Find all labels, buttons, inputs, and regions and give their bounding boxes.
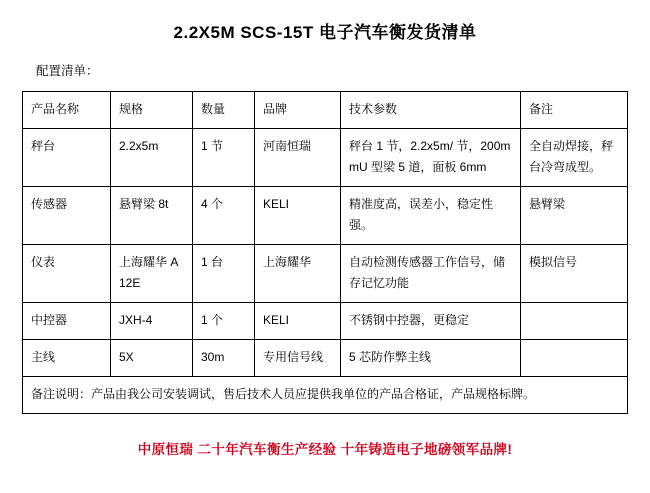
table-row bbox=[23, 245, 628, 303]
column-header-params: 技术参数 bbox=[341, 92, 521, 129]
configuration-list-label: 配置清单： bbox=[36, 64, 99, 78]
column-header-spec: 规格 bbox=[111, 92, 193, 129]
cell-remark: 模拟信号 bbox=[521, 245, 628, 303]
cell-name: 仪表 bbox=[23, 245, 111, 303]
column-header-brand: 品牌 bbox=[255, 92, 341, 129]
cell-qty: 30m bbox=[193, 340, 255, 377]
cell-name: 秤台 bbox=[23, 129, 111, 187]
column-header-qty: 数量 bbox=[193, 92, 255, 129]
cell-spec: 上海耀华 A12E bbox=[111, 245, 193, 303]
column-header-name: 产品名称 bbox=[23, 92, 111, 129]
cell-params: 秤台 1 节，2.2x5m/ 节，200mmU 型梁 5 道，面板 6mm bbox=[341, 129, 521, 187]
cell-brand: 上海耀华 bbox=[255, 245, 341, 303]
note-text: 备注说明：产品由我公司安装调试，售后技术人员应提供我单位的产品合格证，产品规格标牌。 bbox=[23, 377, 628, 414]
table-header-row bbox=[23, 92, 628, 129]
cell-params: 精准度高，误差小，稳定性强。 bbox=[341, 187, 521, 245]
cell-remark: 悬臂梁 bbox=[521, 187, 628, 245]
cell-remark: 全自动焊接，秤台冷弯成型。 bbox=[521, 129, 628, 187]
cell-remark bbox=[521, 303, 628, 340]
table-row bbox=[23, 303, 628, 340]
cell-spec: 悬臂梁 8t bbox=[111, 187, 193, 245]
footer-slogan: 中原恒瑞 二十年汽车衡生产经验 十年铸造电子地磅领军品牌! bbox=[137, 442, 513, 457]
cell-remark bbox=[521, 340, 628, 377]
spec-table-container bbox=[0, 91, 650, 414]
cell-qty: 1 节 bbox=[193, 129, 255, 187]
cell-qty: 1 台 bbox=[193, 245, 255, 303]
cell-qty: 4 个 bbox=[193, 187, 255, 245]
cell-name: 中控器 bbox=[23, 303, 111, 340]
cell-name: 传感器 bbox=[23, 187, 111, 245]
cell-params: 自动检测传感器工作信号，储存记忆功能 bbox=[341, 245, 521, 303]
table-row bbox=[23, 129, 628, 187]
cell-qty: 1 个 bbox=[193, 303, 255, 340]
spec-table bbox=[22, 91, 628, 414]
cell-params: 5 芯防作弊主线 bbox=[341, 340, 521, 377]
cell-brand: 河南恒瑞 bbox=[255, 129, 341, 187]
table-row bbox=[23, 340, 628, 377]
cell-brand: KELI bbox=[255, 187, 341, 245]
cell-spec: 5X bbox=[111, 340, 193, 377]
cell-spec: JXH-4 bbox=[111, 303, 193, 340]
column-header-remark: 备注 bbox=[521, 92, 628, 129]
table-row bbox=[23, 187, 628, 245]
cell-name: 主线 bbox=[23, 340, 111, 377]
cell-params: 不锈钢中控器，更稳定 bbox=[341, 303, 521, 340]
cell-brand: 专用信号线 bbox=[255, 340, 341, 377]
cell-brand: KELI bbox=[255, 303, 341, 340]
page-title: 2.2X5M SCS-15T 电子汽车衡发货清单 bbox=[173, 23, 477, 42]
cell-spec: 2.2x5m bbox=[111, 129, 193, 187]
table-note-row bbox=[23, 377, 628, 414]
